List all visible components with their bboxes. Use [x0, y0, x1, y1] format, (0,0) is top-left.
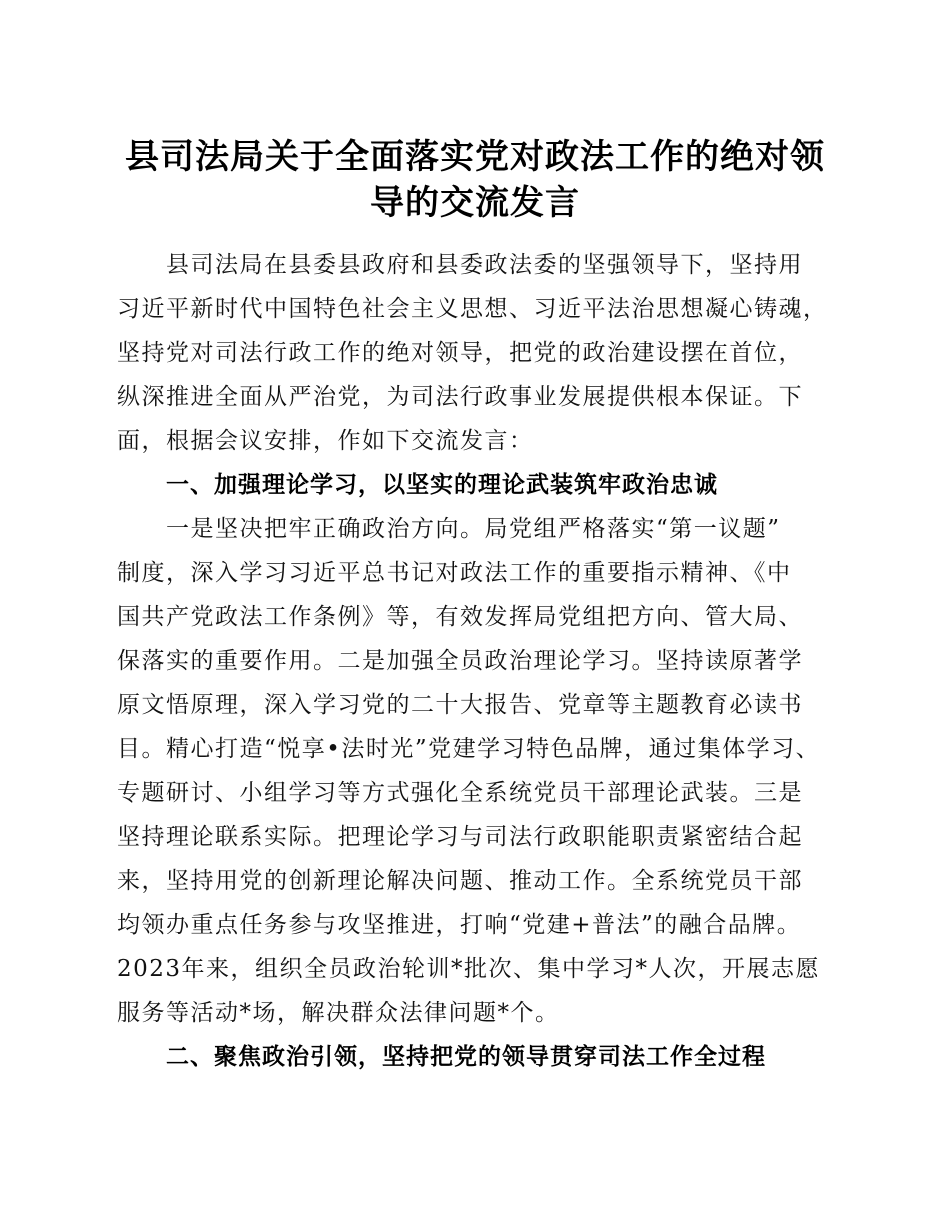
- section-2-heading: 二、聚焦政治引领，坚持把党的领导贯穿司法工作全过程: [166, 1044, 766, 1070]
- section-1-line: 制度，深入学习习近平总书记对政法工作的重要指示精神、《中: [117, 560, 792, 586]
- intro-line: 坚持党对司法行政工作的绝对领导，把党的政治建设摆在首位，: [117, 340, 803, 366]
- section-1-line: 均领办重点任务参与攻坚推进，打响“党建+普法”的融合品牌。: [117, 912, 802, 938]
- title-line: 县司法局关于全面落实党对政法工作的绝对领: [125, 137, 825, 177]
- section-1-line: 专题研讨、小组学习等方式强化全系统党员干部理论武装。三是: [117, 780, 803, 806]
- document-title: [90, 134, 860, 226]
- section-1-line: 目。精心打造“悦享•法时光”党建学习特色品牌，通过集体学习、: [117, 736, 821, 762]
- intro-line: 县司法局在县委县政府和县委政法委的坚强领导下，坚持用: [166, 252, 803, 278]
- section-1-line: 保落实的重要作用。二是加强全员政治理论学习。坚持读原著学: [117, 648, 803, 674]
- section-1-line: 坚持理论联系实际。把理论学习与司法行政职能职责紧密结合起: [117, 824, 803, 850]
- section-1-line: 一是坚决把牢正确政治方向。局党组严格落实“第一议题”: [166, 516, 781, 542]
- section-1-heading: 一、加强理论学习，以坚实的理论武装筑牢政治忠诚: [166, 472, 718, 498]
- section-1-line: 国共产党政法工作条例》等，有效发挥局党组把方向、管大局、: [117, 604, 803, 630]
- section-1-line: 2023年来，组织全员政治轮训*批次、集中学习*人次，开展志愿: [117, 956, 821, 982]
- title-line: 导的交流发言: [370, 183, 580, 223]
- intro-line: 习近平新时代中国特色社会主义思想、习近平法治思想凝心铸魂，: [117, 296, 828, 322]
- section-1-line: 服务等活动*场，解决群众法律问题*个。: [117, 1000, 560, 1026]
- intro-line: 纵深推进全面从严治党，为司法行政事业发展提供根本保证。下: [117, 384, 803, 410]
- intro-line: 面，根据会议安排，作如下交流发言：: [117, 428, 534, 454]
- section-1-line: 来，坚持用党的创新理论解决问题、推动工作。全系统党员干部: [117, 868, 803, 894]
- section-1-line: 原文悟原理，深入学习党的二十大报告、党章等主题教育必读书: [117, 692, 803, 718]
